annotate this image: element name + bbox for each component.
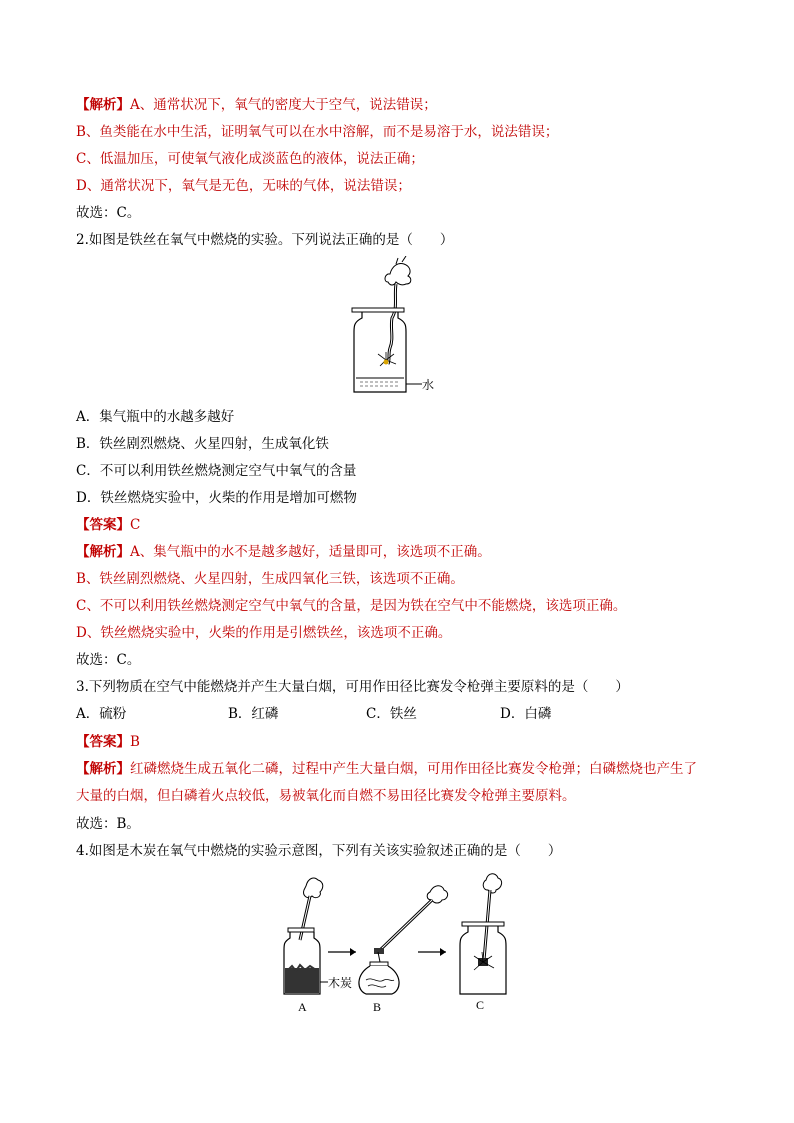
iron-wire-jar-illustration	[350, 256, 440, 396]
q3-option-d: D．白磷	[500, 706, 552, 722]
q2-analysis-line-3: C、不可以利用铁丝燃烧测定空气中氧气的含量，是因为铁在空气中不能燃烧，该选项正确。	[76, 598, 627, 614]
q1-analysis-line-1: 【解析】A、通常状况下，氧气的密度大于空气，说法错误；	[76, 97, 437, 113]
q1-choice: 故选：C。	[76, 205, 141, 221]
q2-question: 2.如图是铁丝在氧气中燃烧的实验。下列说法正确的是（ ）	[76, 232, 454, 248]
q2-option-a: A．集气瓶中的水越多越好	[76, 409, 235, 425]
q1-analysis-line-2: B、鱼类能在水中生活，证明氧气可以在水中溶解，而不是易溶于水，说法错误；	[76, 124, 559, 140]
q2-choice: 故选：C。	[76, 652, 141, 668]
q3-choice: 故选：B。	[76, 816, 140, 832]
q2-analysis-line-4: D、铁丝燃烧实验中，火柴的作用是引燃铁丝，该选项不正确。	[76, 625, 452, 641]
q2-analysis-tag: 【解析】	[76, 544, 130, 560]
q2-analysis-line-2: B、铁丝剧烈燃烧、火星四射，生成四氧化三铁，该选项不正确。	[76, 571, 464, 587]
q3-analysis-line-2: 大量的白烟，但白磷着火点较低，易被氧化而自燃不易田径比赛发令枪弹主要原料。	[76, 788, 576, 804]
q2-analysis-line-1: 【解析】A、集气瓶中的水不是越多越好，适量即可，该选项不正确。	[76, 544, 491, 560]
q2-answer-tag: 【答案】	[76, 517, 130, 533]
q4-figure-panel-c: C	[476, 998, 485, 1012]
q3-option-a: A．硫粉	[76, 706, 127, 722]
q2-option-b: B．铁丝剧烈燃烧、火星四射，生成氧化铁	[76, 436, 329, 452]
q2-option-c: C．不可以利用铁丝燃烧测定空气中氧气的含量	[76, 463, 357, 479]
q4-figure-panel-a: A	[298, 1000, 307, 1014]
q3-answer	[76, 733, 140, 751]
q1-analysis-tag: 【解析】	[76, 97, 130, 113]
q1-analysis-line-4: D、通常状况下，氧气是无色，无味的气体，说法错误；	[76, 178, 411, 194]
q2-figure-iron-wire	[350, 256, 440, 396]
q3-question: 3.下列物质在空气中能燃烧并产生大量白烟，可用作田径比赛发令枪弹主要原料的是（ ）	[76, 679, 629, 695]
charcoal-experiment-illustration	[270, 870, 530, 1020]
q1-analysis-line-3: C、低温加压，可使氧气液化成淡蓝色的液体，说法正确；	[76, 151, 424, 167]
q2-answer-value: C	[130, 517, 141, 533]
q3-option-b: B．红磷	[228, 706, 279, 722]
q2-answer	[76, 516, 140, 534]
q3-option-c: C．铁丝	[366, 706, 417, 722]
q2-figure-water-label: 水	[422, 378, 435, 392]
q4-figure-panel-b: B	[373, 1000, 382, 1014]
q3-analysis-line-1: 【解析】红磷燃烧生成五氧化二磷，过程中产生大量白烟，可用作田径比赛发令枪弹；白磷燃烧也产生了	[76, 761, 697, 777]
q3-analysis-tag: 【解析】	[76, 761, 130, 777]
q4-figure-charcoal-label: 木炭	[328, 976, 353, 990]
q2-option-d: D．铁丝燃烧实验中，火柴的作用是增加可燃物	[76, 490, 357, 506]
q4-question: 4.如图是木炭在氧气中燃烧的实验示意图，下列有关该实验叙述正确的是（ ）	[76, 843, 562, 859]
q3-answer-tag: 【答案】	[76, 734, 130, 750]
q4-figure-charcoal	[270, 870, 530, 1020]
q3-answer-value: B	[130, 734, 140, 750]
